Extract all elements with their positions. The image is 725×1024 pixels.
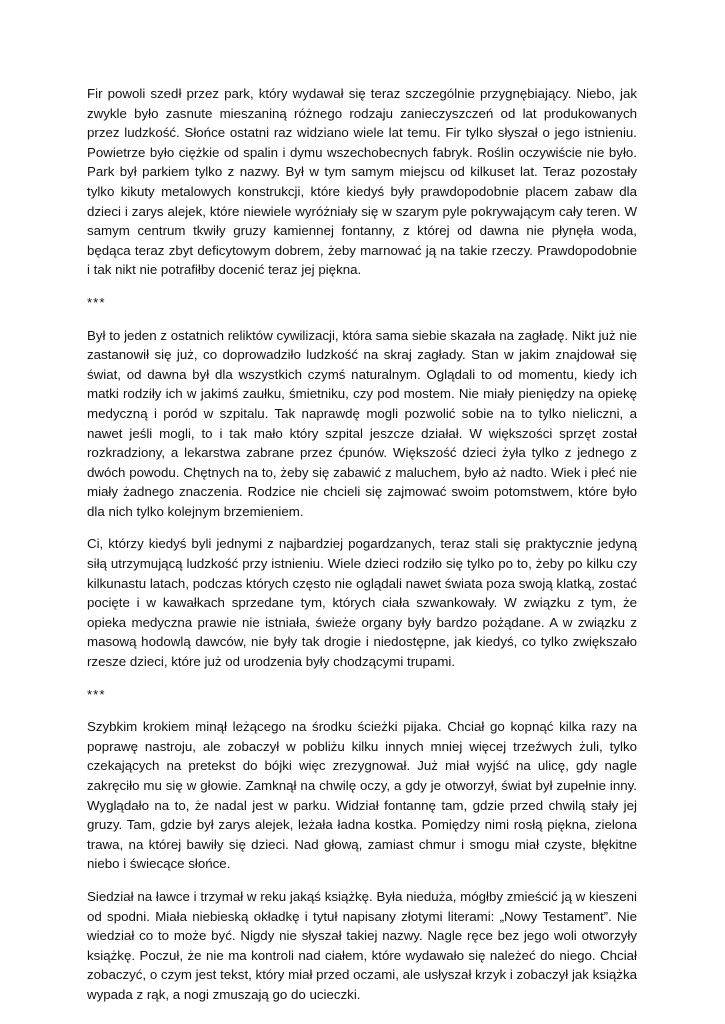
paragraph-donors: Ci, którzy kiedyś byli jednymi z najbardziej pogardzanych, teraz stali się praktycznie jedyną siłą utrzymującą ludzkość przy istnieniu. Wiele dzieci rodziło się tylko po to, żeby po kilku czy kilkunastu latach, podczas których często nie oglądali nawet świata poza swoją klatką, zostać pocięte i w kawałkach sprzedane tym, których ciała szwankowały. W związku z tym, że opieka medyczna prawie nie istniała, świeże organy były bardzo pożądane. A w związku z masową hodowlą dawców, nie były tak drogie i niedostępne, jak kiedyś, co tylko zwiększało rzesze dzieci, które już od urodzenia były chodzącymi trupami. bbox=[87, 536, 637, 670]
paragraph-civilization: Był to jeden z ostatnich reliktów cywilizacji, która sama siebie skazała na zagładę. Nikt już nie zastanowił się już, co doprowadziło ludzkość na skraj zagłady. Stan w jakim znajdował się świat, od dawna był dla wszystkich czymś naturalnym. Oglądali to od momentu, kiedy ich matki rodziły ich w jakimś zaułku, śmietniku, czy pod mostem. Nie miały pieniędzy na opiekę medyczną i poród w szpitalu. Tak naprawdę mogli pozwolić sobie na to tylko nieliczni, a nawet jeśli mogli, to i tak mało który szpital jeszcze działał. W większości sprzęt został rozkradziony, a lekarstwa zabrane przez ćpunów. Większość dzieci żyła tylko z jednego z dwóch powodu. Chętnych na to, żeby się zabawić z maluchem, było aż nadto. Wiek i płeć nie miały żadnego znaczenia. Rodzice nie chcieli się zajmować swoim potomstwem, które było dla nich tylko kolejnym brzemieniem. bbox=[87, 327, 637, 519]
section-separator: *** bbox=[87, 294, 106, 310]
section-separator: *** bbox=[87, 686, 106, 702]
paragraph-vision: Szybkim krokiem minął leżącego na środku ścieżki pijaka. Chciał go kopnąć kilka razy na poprawę nastroju, ale zobaczył w pobliżu kilku innych mniej więcej trzeźwych żuli, tylko czekających na pretekst do bójki więc zrezygnował. Już miał wyjść na ulicę, gdy nagle zakręciło mu się w głowie. Zamknął na chwilę oczy, a gdy je otworzył, świat był zupełnie inny. Wyglądało na to, że nadal jest w parku. Widział fontannę tam, gdzie przed chwilą stały jej gruzy. Tam, gdzie był zarys alejek, leżała ładna kostka. Pomiędzy nimi rosłą piękna, zielona trawa, na której bawiły się dzieci. Nad głową, zamiast chmur i smogu miał czyste, błękitne niebo i świecące słońce. bbox=[87, 719, 637, 872]
paragraph-book: Siedział na ławce i trzymał w reku jakąś książkę. Była nieduża, mógłby zmieścić ją w kieszeni od spodni. Miała niebieską okładkę i tytuł napisany złotymi literami: „Nowy Testament”. Nie wiedział co to może być. Nigdy nie słyszał takiej nazwy. Nagle ręce bez jego woli otworzyły książkę. Poczuł, że nie ma kontroli nad ciałem, które wydawało się należeć do niego. Chciał zobaczyć, o czym jest tekst, który miał przed oczami, ale usłyszał krzyk i zobaczył jak książka wypada z rąk, a nogi zmuszają go do ucieczki. bbox=[87, 888, 637, 1002]
paragraph-park: Fir powoli szedł przez park, który wydawał się teraz szczególnie przygnębiający. Niebo, jak zwykle było zasnute mieszaniną różnego rodzaju zanieczyszczeń od lat produkowanych przez ludzkość. Słońce ostatni raz widziano wiele lat temu. Fir tylko słyszał o jego istnieniu. Powietrze było ciężkie od spalin i dymu wszechobecnych fabryk. Roślin oczywiście nie było. Park był parkiem tylko z nazwy. Był w tym samym miejscu od kilkuset lat. Teraz pozostały tylko kikuty metalowych konstrukcji, które kiedyś były prawdopodobnie placem zabaw dla dzieci i zarys alejek, które niewiele wyróżniały się w szarym pyle pokrywającym cały teren. W samym centrum tkwiły gruzy kamiennej fontanny, z której od dawna nie płynęła woda, będąca teraz zbyt deficytowym dobrem, żeby marnować ją na takie rzeczy. Prawdopodobnie i tak nikt nie potrafiłby docenić teraz jej piękna. bbox=[87, 86, 637, 278]
